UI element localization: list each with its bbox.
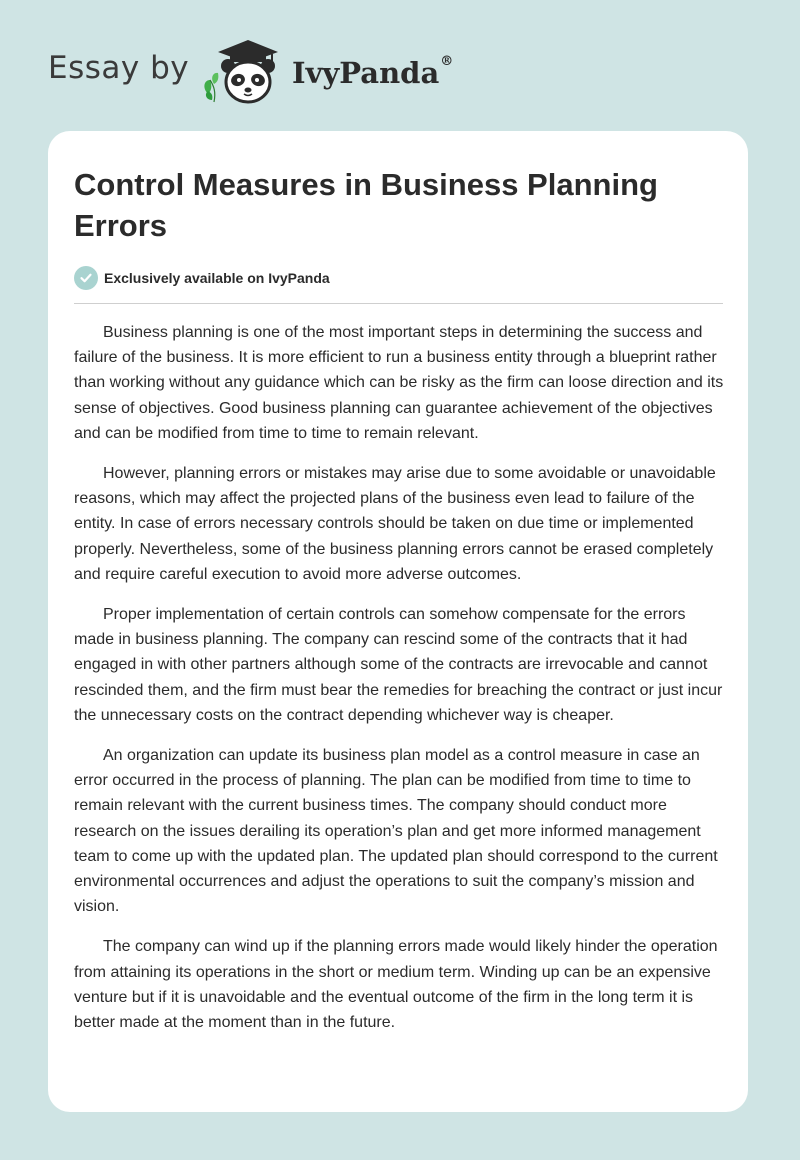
check-icon	[74, 266, 98, 290]
article-body	[74, 320, 724, 1050]
paragraph: The company can wind up if the planning errors made would likely hinder the operation from attaining its operations in the short or medium term. Winding up can be an expensive venture but if it is unavoidable and the eventual outcome of the firm in the long term it is better made at the moment than in the future.	[74, 938, 718, 1032]
registered-mark: ®	[440, 54, 454, 69]
page-title: Control Measures in Business Planning Errors	[74, 167, 658, 243]
paragraph: Proper implementation of certain controls can somehow compensate for the errors made in business planning. The company can rescind some of the contracts that it had engaged in with other partners although some of the contracts are irrevocable and cannot rescinded them, and the firm must bear the remedies for breaching the contract or just incur the unnecessary costs on the contract depending whichever way is cheaper.	[74, 606, 723, 724]
paragraph: Business planning is one of the most important steps in determining the success and failure of the business. It is more efficient to run a business entity through a blueprint rather than working without any guidance which can be risky as the firm can loose direction and its sense of objectives. Good business planning can guarantee achievement of the objectives and can be modified from time to time to remain relevant.	[74, 324, 724, 442]
brand-text: IvyPanda	[292, 56, 440, 90]
panda-logo-icon[interactable]	[200, 36, 280, 108]
divider	[74, 303, 723, 304]
article-card	[48, 131, 748, 1112]
badge-label: Exclusively available on IvyPanda	[104, 270, 330, 286]
brand-name[interactable]	[292, 56, 453, 90]
site-header	[0, 0, 800, 120]
paragraph: An organization can update its business plan model as a control measure in case an error occurred in the process of planning. The plan can be modified from time to time to remain relevant with the current business times. The company should conduct more research on the issues derailing its operation’s plan and get more informed management team to come up with the updated plan. The updated plan should correspond to the current environmental occurrences and adjust the operations to suit the company’s mission and vision.	[74, 747, 718, 916]
essay-by-label: Essay by	[48, 50, 190, 86]
ivy-leaves-icon	[204, 73, 218, 102]
exclusive-badge	[74, 265, 330, 291]
paragraph: However, planning errors or mistakes may arise due to some avoidable or unavoidable reasons, which may affect the projected plans of the business even lead to failure of the entity. In case of errors necessary controls should be taken on due time or implemented properly. Nevertheless, some of the business planning errors cannot be erased completely and require careful execution to avoid more adverse outcomes.	[74, 465, 716, 583]
